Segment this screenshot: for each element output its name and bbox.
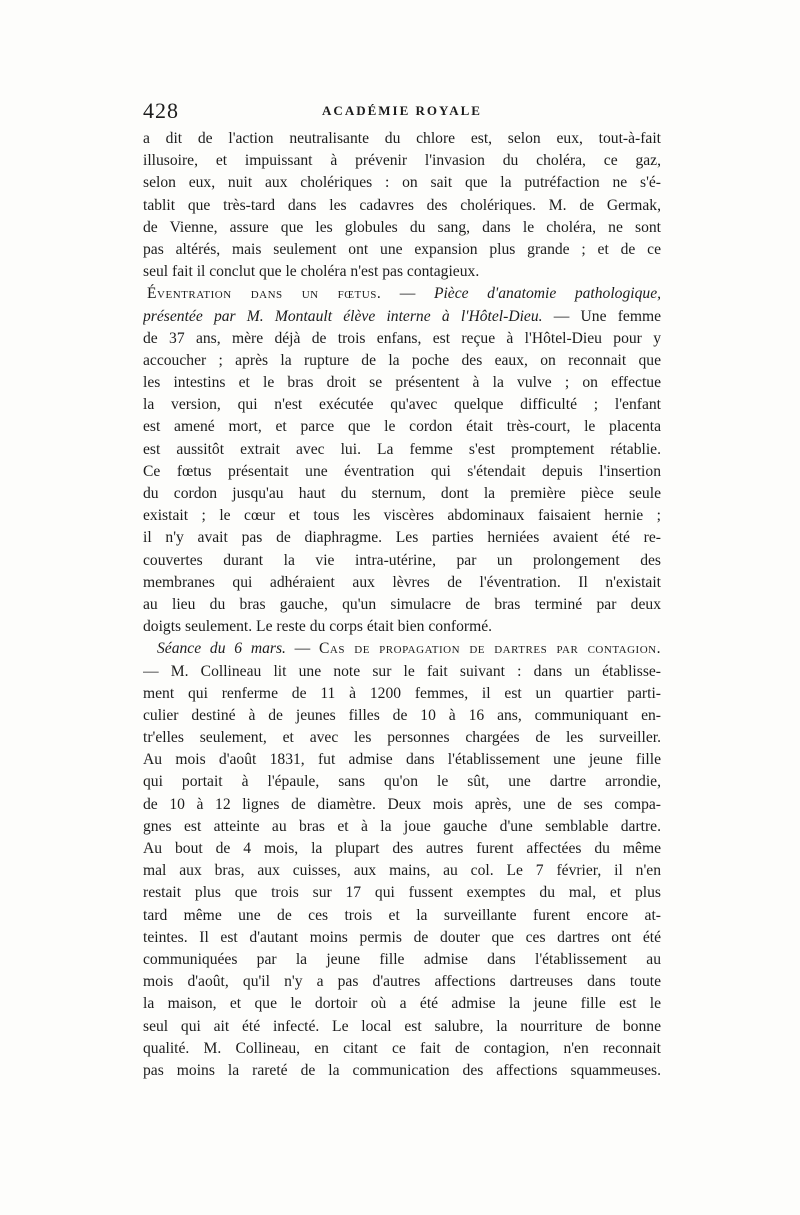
text-line: la version, qui n'est exécutée qu'avec quelque difficulté ; l'enfant [143, 396, 661, 414]
text-line: de 37 ans, mère déjà de trois enfans, est reçue à l'Hôtel-Dieu pour y [143, 329, 661, 347]
text-line: au lieu du bras gauche, qu'un simulacre de bras terminé par deux [143, 595, 661, 613]
session-date: Séance du 6 mars. [157, 640, 286, 658]
section-text-start: — Une femme [542, 307, 661, 325]
text-line: tablit que très-tard dans les cadavres des cholériques. M. de Germak, [143, 196, 661, 214]
text-line: a dit de l'action neutralisante du chlore est, selon eux, tout-à-fait [143, 130, 661, 147]
section-title: Éventration dans un fœtus. [147, 285, 382, 303]
section-heading-dartres [143, 638, 661, 660]
text-line: mois d'août, qu'il n'y a pas d'autres affections dartreuses dans toute [143, 973, 661, 991]
text-line: du cordon jusqu'au haut du sternum, dont la première pièce seule [143, 485, 661, 502]
text-line: tard même une de ces trois et la surveillante furent encore at- [143, 906, 661, 924]
text-line: la maison, et que le dortoir où a été admise la jeune fille est le [143, 995, 661, 1013]
section-dash: — [381, 285, 434, 303]
section-subtitle-continued: présentée par M. Montault élève interne à l'Hôtel-Dieu. [143, 307, 543, 325]
section-heading-eventration [143, 283, 661, 305]
page-body [143, 128, 661, 1082]
text-line: mal aux bras, aux cuisses, aux mains, au col. Le 7 février, il n'en [143, 862, 661, 880]
text-line: les intestins et le bras droit se présentent à la vulve ; on effectue [143, 374, 661, 392]
text-line: illusoire, et impuissant à prévenir l'invasion du choléra, ce gaz, [143, 152, 661, 170]
text-line: selon eux, nuit aux cholériques : on sait que la putréfaction ne s'é- [143, 174, 661, 192]
text-line: pas moins la rareté de la communication des affections squammeuses. [143, 1061, 661, 1079]
section-dash: — [285, 640, 320, 658]
running-title: ACADÉMIE ROYALE [322, 103, 482, 118]
text-line: Ce fœtus présentait une éventration qui s'étendait depuis l'insertion [143, 462, 661, 480]
text-line: Au bout de 4 mois, la plupart des autres furent affectées du même [143, 840, 661, 857]
text-line: est aussitôt extrait avec lui. La femme s'est promptement rétablie. [143, 440, 661, 458]
section-subtitle-line [143, 306, 661, 328]
text-line: il n'y avait pas de diaphragme. Les parties herniées avaient été re- [143, 529, 661, 547]
text-line: pas altérés, mais seulement ont une expansion plus grande ; et de ce [143, 240, 661, 258]
text-line: seul fait il conclut que le choléra n'est pas contagieux. [143, 263, 480, 281]
text-line: accoucher ; après la rupture de la poche des eaux, on reconnait que [143, 351, 661, 369]
text-line: existait ; le cœur et tous les viscères abdominaux faisaient hernie ; [143, 507, 661, 525]
text-line: seul qui ait été infecté. Le local est salubre, la nourriture de bonne [143, 1017, 661, 1035]
text-line: restait plus que trois sur 17 qui fussent exemptes du mal, et plus [143, 884, 661, 902]
page-header [143, 98, 661, 124]
text-line: gnes est atteinte au bras et à la joue gauche d'une semblable dartre. [143, 817, 661, 835]
text-line: de 10 à 12 lignes de diamètre. Deux mois après, une de ses compa- [143, 795, 661, 813]
text-line: qui portait à l'épaule, sans qu'on le sût, une dartre arrondie, [143, 773, 661, 791]
text-line: de Vienne, assure que les globules du sang, dans le choléra, ne sont [143, 218, 661, 236]
text-line: communiquées par la jeune fille admise dans l'établissement au [143, 950, 661, 968]
text-line: doigts seulement. Le reste du corps était bien conformé. [143, 618, 493, 636]
text-line: est amené mort, et parce que le cordon était très-court, le placenta [143, 418, 661, 436]
text-line: qualité. M. Collineau, en citant ce fait de contagion, n'en reconnait [143, 1039, 661, 1057]
text-line: culier destiné à de jeunes filles de 10 à 16 ans, communiquant en- [143, 706, 661, 724]
section-title: Cas de propagation de dartres par contagion. [319, 640, 661, 658]
text-line: Au mois d'août 1831, fut admise dans l'établissement une jeune fille [143, 751, 661, 769]
text-line: tr'elles seulement, et avec les personnes chargées de les surveiller. [143, 729, 661, 747]
text-line: — M. Collineau lit une note sur le fait suivant : dans un établisse- [143, 662, 661, 680]
section-subtitle: Pièce d'anatomie pathologique, [433, 285, 661, 303]
page-number: 428 [143, 98, 179, 123]
text-line: teintes. Il est d'autant moins permis de douter que ces dartres ont été [143, 928, 661, 946]
text-line: couvertes durant la vie intra-utérine, par un prolongement des [143, 551, 661, 569]
text-line: membranes qui adhéraient aux lèvres de l'éventration. Il n'existait [143, 573, 661, 591]
text-line: ment qui renferme de 11 à 1200 femmes, il est un quartier parti- [143, 684, 661, 702]
